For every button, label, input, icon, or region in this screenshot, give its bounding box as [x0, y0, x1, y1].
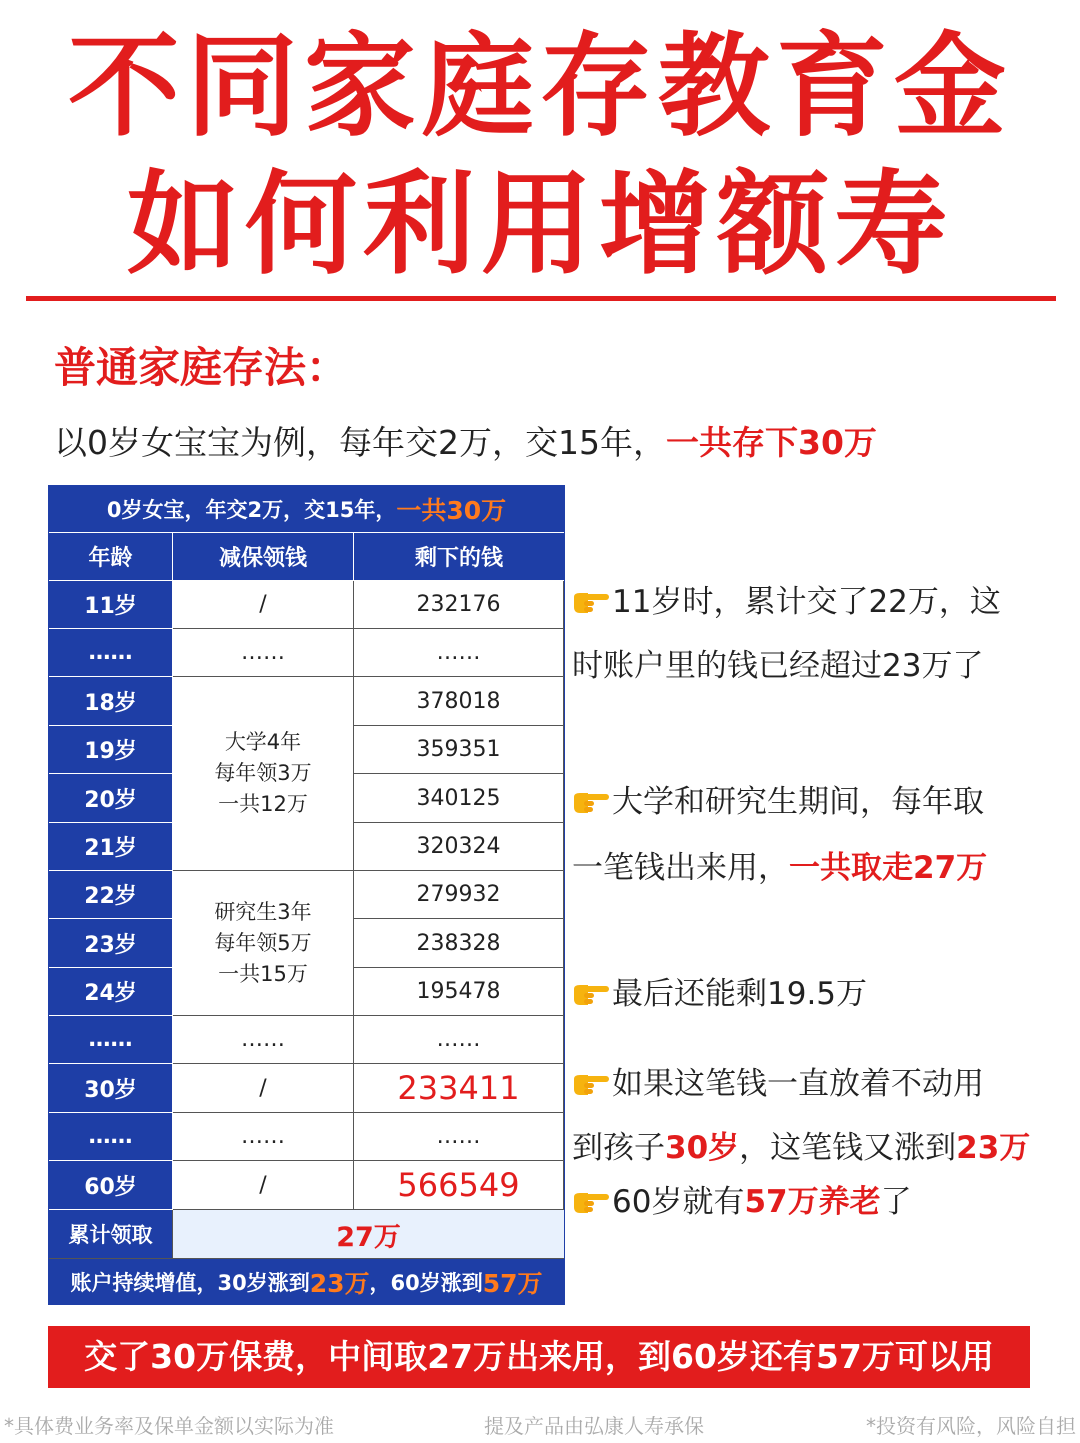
row-remaining: 279932 [354, 871, 564, 919]
row-remaining: 238328 [354, 919, 564, 968]
row-age: 23岁 [49, 919, 173, 968]
row-remaining: 195478 [354, 968, 564, 1016]
summary-banner: 交了30万保费，中间取27万出来用，到60岁还有57万可以用 [48, 1326, 1030, 1388]
note-3 [572, 972, 867, 1016]
intro-plain: 以0岁女宝宝为例，每年交2万，交15年， [54, 423, 666, 462]
row-age: 21岁 [49, 823, 173, 871]
row-age: 60岁 [49, 1161, 173, 1210]
note-text: 11岁时，累计交了22万，这 [612, 584, 1001, 620]
row-remaining: 320324 [354, 823, 564, 871]
row-age: 30岁 [49, 1064, 173, 1113]
savings-table [48, 485, 565, 1305]
pointing-hand-icon [572, 1183, 610, 1209]
header-withdraw: 减保领钱 [173, 533, 354, 581]
table-footer [49, 1259, 564, 1305]
row-remaining: 359351 [354, 726, 564, 774]
summary-label: 累计领取 [49, 1210, 173, 1259]
row-age: 11岁 [49, 581, 173, 629]
row-withdraw: …… [173, 1016, 354, 1064]
university-group [173, 677, 354, 871]
row-withdraw: …… [173, 1113, 354, 1161]
note-highlight: 23万 [956, 1130, 1031, 1166]
pointing-hand-icon [572, 975, 610, 1001]
note-text: 了 [880, 1184, 912, 1220]
row-withdraw: / [173, 1064, 354, 1113]
row-remaining: 378018 [354, 677, 564, 726]
row-remaining: …… [354, 1113, 564, 1161]
group-line: 每年领5万 [214, 931, 312, 955]
row-remaining: …… [354, 629, 564, 677]
disclaimer-left: *具体费业务率及保单金额以实际为准 [4, 1414, 334, 1438]
row-age: 24岁 [49, 968, 173, 1016]
row-remaining: 232176 [354, 581, 564, 629]
group-line: 一共15万 [218, 962, 308, 986]
title-divider [26, 296, 1056, 301]
header-age: 年龄 [49, 533, 173, 581]
section-heading: 普通家庭存法： [54, 343, 349, 392]
row-withdraw: / [173, 581, 354, 629]
note-4-line-1 [572, 1062, 984, 1106]
group-line: 大学4年 [224, 730, 302, 754]
table-caption [49, 486, 564, 533]
intro-text [54, 420, 877, 466]
table-caption-plain: 0岁女宝，年交2万，交15年， [106, 498, 397, 522]
row-withdraw: / [173, 1161, 354, 1210]
note-text: 如果这笔钱一直放着不动用 [612, 1066, 984, 1102]
row-age: 20岁 [49, 774, 173, 823]
intro-highlight: 一共存下30万 [665, 423, 877, 462]
header-remaining: 剩下的钱 [354, 533, 564, 581]
title-line-1: 不同家庭存教育金 [68, 22, 1012, 152]
table-caption-highlight: 一共30万 [396, 496, 507, 525]
summary-value: 27万 [173, 1210, 564, 1259]
note-1-line-1 [572, 580, 1001, 624]
note-text: 60岁就有 [612, 1184, 745, 1220]
row-age: 22岁 [49, 871, 173, 919]
note-highlight: 57万养老 [744, 1184, 881, 1220]
note-1-line-2: 时账户里的钱已经超过23万了 [572, 648, 984, 684]
disclaimer-right: *投资有风险，风险自担 [866, 1414, 1076, 1438]
note-highlight: 一共取走27万 [789, 850, 988, 886]
disclaimer-center: 提及产品由弘康人寿承保 [484, 1414, 704, 1438]
row-age: …… [49, 1016, 173, 1064]
row-withdraw: …… [173, 629, 354, 677]
pointing-hand-icon [572, 1065, 610, 1091]
note-highlight: 30岁 [665, 1130, 740, 1166]
footer-value: 57万 [482, 1269, 543, 1298]
footer-text: ，60岁涨到 [369, 1271, 483, 1295]
row-remaining: 233411 [354, 1064, 564, 1113]
row-remaining: 566549 [354, 1161, 564, 1210]
row-age: …… [49, 1113, 173, 1161]
note-4-line-2 [572, 1126, 1030, 1170]
note-text: 最后还能剩19.5万 [612, 976, 868, 1012]
footer-text: 账户持续增值，30岁涨到 [70, 1271, 310, 1295]
note-2-line-2 [572, 846, 987, 890]
note-5 [572, 1180, 912, 1224]
pointing-hand-icon [572, 783, 610, 809]
row-age: 19岁 [49, 726, 173, 774]
row-age: …… [49, 629, 173, 677]
group-line: 一共12万 [218, 792, 308, 816]
group-line: 研究生3年 [214, 900, 312, 924]
note-text: 一笔钱出来用， [572, 850, 789, 886]
pointing-hand-icon [572, 583, 610, 609]
grad-group [173, 871, 354, 1016]
note-2-line-1 [572, 780, 984, 824]
note-text: 大学和研究生期间，每年取 [612, 784, 984, 820]
row-age: 18岁 [49, 677, 173, 726]
title-line-2: 如何利用增额寿 [127, 160, 953, 290]
row-remaining: 340125 [354, 774, 564, 823]
note-text: ，这笔钱又涨到 [739, 1130, 957, 1166]
group-line: 每年领3万 [214, 761, 312, 785]
note-text: 到孩子 [572, 1130, 665, 1166]
row-remaining: …… [354, 1016, 564, 1064]
footer-value: 23万 [309, 1269, 370, 1298]
